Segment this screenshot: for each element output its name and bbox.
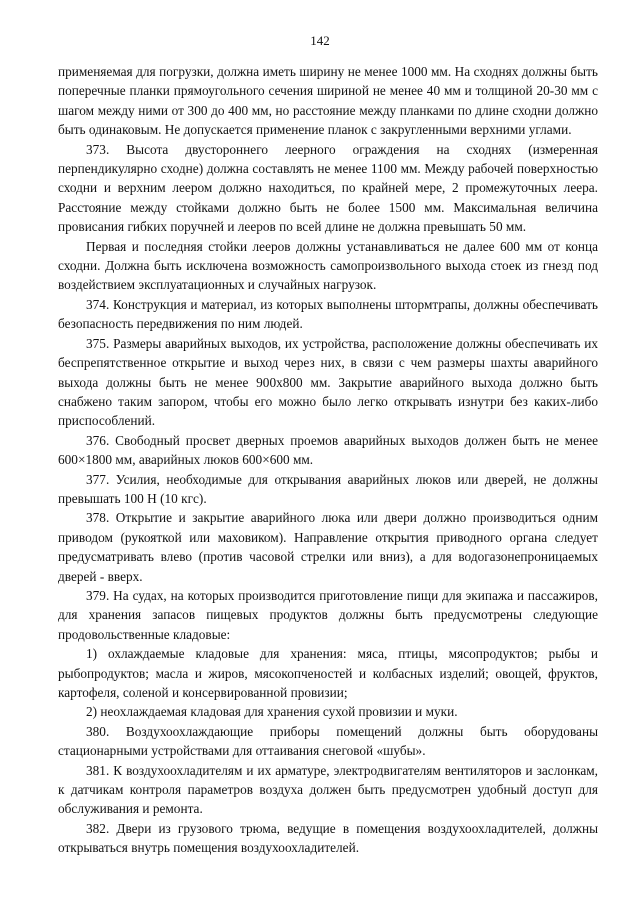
- paragraph-381: 381. К воздухоохладителям и их арматуре, электродвигателям вентиляторов и заслонкам, к датчикам контроля параметров воздуха должен быть предусмотрен удобный доступ для обслуживания и ремонта.: [58, 762, 598, 817]
- page-number: 142: [310, 33, 330, 48]
- paragraph-379-item-2: 2) неохлаждаемая кладовая для хранения сухой провизии и муки.: [86, 704, 458, 720]
- paragraph-382: 382. Двери из грузового трюма, ведущие в помещения воздухоохладителей, должны открываться внутрь помещения воздухоохладителей.: [58, 820, 598, 856]
- paragraph-378: 378. Открытие и закрытие аварийного люка или двери должно производиться одним приводом (рукояткой или маховиком). Направление открытия приводного органа следует предусматривать влево (против часовой стрелки или вниз), а для водогазонепроницаемых дверей - вверх.: [58, 510, 598, 584]
- paragraph-375: 375. Размеры аварийных выходов, их устройства, расположение должны обеспечивать их беспрепятственное открытие и выход через них, в связи с чем размеры шахты аварийного выхода должны быть не менее 900х800 мм. Закрытие аварийного выхода должно быть снабжено таким запором, чтобы его можно было легко открывать изнутри без каких-либо приспособлений.: [58, 335, 598, 429]
- document-body: [58, 62, 598, 858]
- paragraph-373-cont: Первая и последняя стойки лееров должны устанавливаться не далее 600 мм от конца сходни. Должна быть исключена возможность самопроизвольного выхода стоек из гнезд под воздействием эксплуатационных и случайных нагрузок.: [58, 238, 598, 293]
- paragraph-376: 376. Свободный просвет дверных проемов аварийных выходов должен быть не менее 600×1800 мм, аварийных люков 600×600 мм.: [58, 432, 598, 468]
- paragraph-373: 373. Высота двустороннего леерного ограждения на сходнях (измеренная перпендикулярно сходне) должна составлять не менее 1100 мм. Между рабочей поверхностью сходни и верхним леером должно находиться, по крайней мере, 2 промежуточных леера. Расстояние между стойками должно быть не более 1500 мм. Максимальная величина провисания гибких поручней и лееров по всей длине не должна превышать 50 мм.: [58, 141, 598, 235]
- paragraph-continued: применяемая для погрузки, должна иметь ширину не менее 1000 мм. На сходнях должны быть поперечные планки прямоугольного сечения шириной не менее 40 мм и толщиной 20-30 мм с шагом между ними от 300 до 400 мм, но расстояние между планками по длине сходни должно быть одинаковым. Не допускается применение планок с закругленными верхними углами.: [58, 64, 598, 138]
- paragraph-380: 380. Воздухоохлаждающие приборы помещений должны быть оборудованы стационарными устройствами для оттаивания снеговой «шубы».: [58, 723, 598, 759]
- paragraph-377: 377. Усилия, необходимые для открывания аварийных люков или дверей, не должны превышать 100 Н (10 кгс).: [58, 471, 598, 506]
- paragraph-374: 374. Конструкция и материал, из которых выполнены штормтрапы, должны обеспечивать безопасность передвижения по ним людей.: [58, 296, 598, 332]
- paragraph-379: 379. На судах, на которых производится приготовление пищи для экипажа и пассажиров, для хранения запасов пищевых продуктов должны быть предусмотрены следующие продовольственные кладовые:: [58, 587, 598, 642]
- paragraph-379-item-1: 1) охлаждаемые кладовые для хранения: мяса, птицы, мясопродуктов; рыбы и рыбопродуктов; масла и жиров, мясокопченостей и колбасных изделий; овощей, фруктов, картофеля, соленой и консервированной провизии;: [58, 646, 598, 700]
